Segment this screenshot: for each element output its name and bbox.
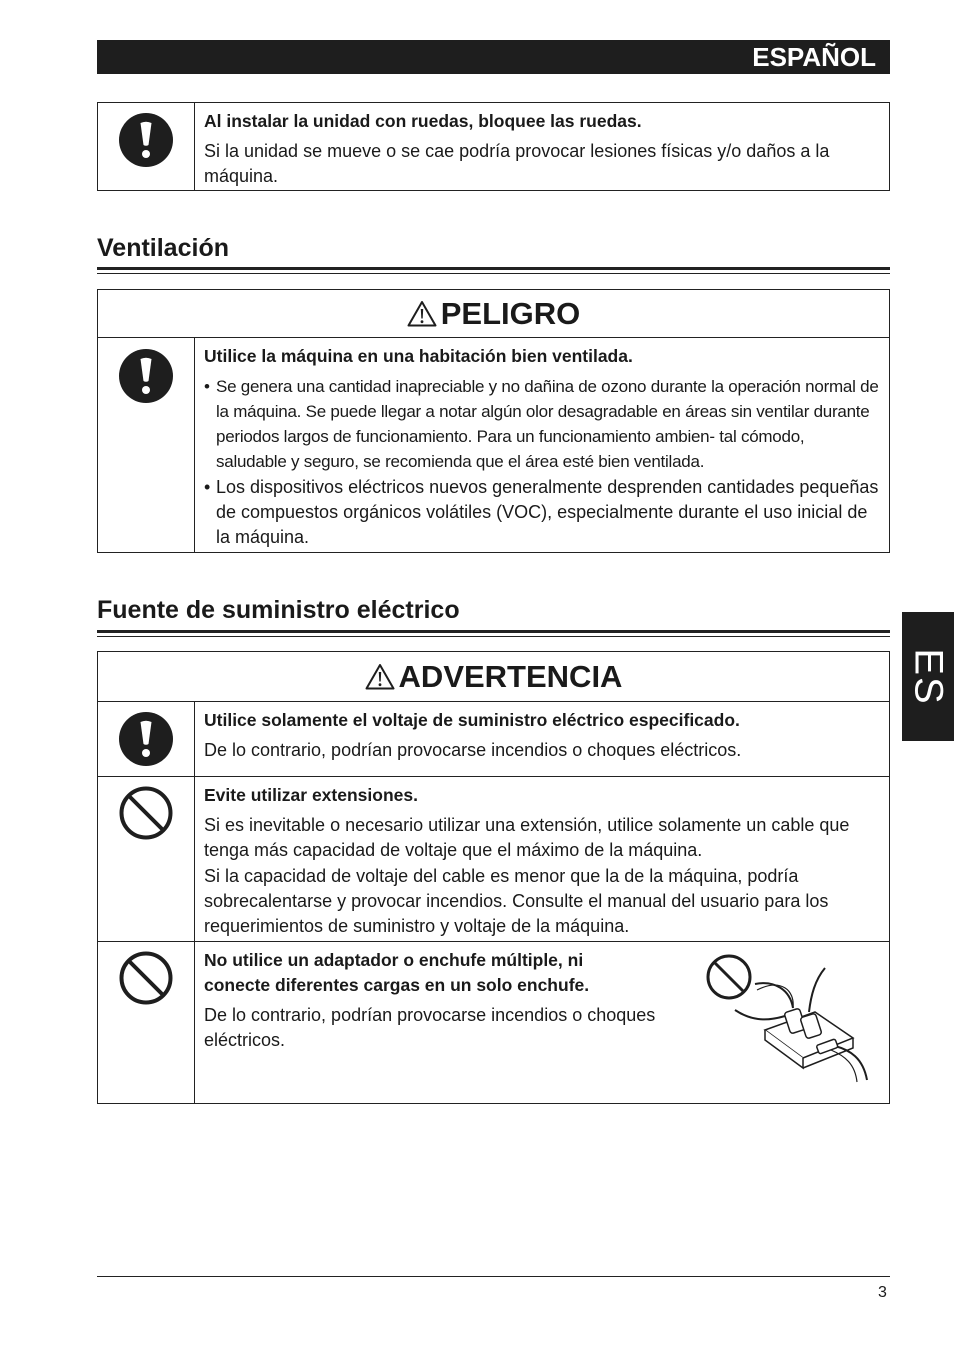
icon-cell [98,777,195,941]
warning-body: De lo contrario, podrían provocarse incendios o choques [204,1005,656,1025]
warning-heading: No utilice un adaptador o enchufe múltiple, ni [204,950,584,970]
warning-body: De lo contrario, podrían provocarse incendios o choques eléctricos. [204,740,742,760]
prohibition-icon [118,785,174,841]
icon-cell [98,942,195,1104]
icon-cell [98,702,195,776]
section-rule [97,630,890,633]
warning-title [98,652,889,702]
warning-row [98,338,889,553]
exclamation-mark-icon [119,113,173,167]
prohibition-icon [118,950,174,1006]
warning-body: eléctricos. [204,1030,286,1050]
warning-body: Si es inevitable o necesario utilizar una extensión, utilice solamente un cable que tenga más capacidad de voltaje que el máximo de la máquina. [204,815,850,860]
language-side-tab [902,612,954,741]
page-number: 3 [878,1284,887,1301]
danger-box [97,289,890,553]
exclamation-mark-icon [119,349,173,403]
text-cell [195,942,889,1104]
warning-triangle-icon [365,663,395,690]
text-cell [195,103,889,190]
exclamation-mark-icon [119,712,173,766]
danger-title [98,290,889,338]
warning-box [97,651,890,1104]
section-title-power: Fuente de suministro eléctrico [97,596,460,624]
warning-heading: Evite utilizar extensiones. [204,785,418,805]
text-cell [195,338,889,553]
warning-title-text: ADVERTENCIA [398,659,623,694]
warning-row [98,702,889,776]
warning-heading: conecte diferentes cargas en un solo enchufe. [204,975,590,995]
warning-heading: Utilice la máquina en una habitación bien ventilada. [204,346,633,366]
icon-cell [98,103,195,190]
footer-rule [97,1276,890,1277]
text-cell [195,702,889,776]
bullet-item: • Los dispositivos eléctricos nuevos generalmente desprenden cantidades pequeñas de compuestos orgánicos volátiles (VOC), especialmente durante el uso inicial de la máquina. [204,475,879,550]
bullet-item: • Se genera una cantidad inapreciable y no dañina de ozono durante la operación normal de la máquina. Se puede llegar a notar algún olor desagradable en áreas sin ventilar durante periodos largos de funcionamiento. Para un funcionamiento ambien- tal cómodo, saludable y seguro, se recomienda que el área esté bien ventilada. [204,374,879,474]
warning-heading: Al instalar la unidad con ruedas, bloquee las ruedas. [204,111,642,131]
side-tab-label: ES [906,647,951,706]
warning-row [98,103,889,190]
caution-box-wheels [97,102,890,191]
section-rule [97,273,890,274]
language-label: ESPAÑOL [752,42,876,72]
text-cell [195,777,889,941]
power-strip-prohibited-illustration [695,950,875,1090]
prohibition-row [98,776,889,941]
warning-heading: Utilice solamente el voltaje de suministro eléctrico especificado. [204,710,740,730]
prohibition-row [98,941,889,1104]
icon-cell [98,338,195,553]
language-header [97,40,890,74]
section-rule [97,636,890,637]
warning-body: Si la capacidad de voltaje del cable es menor que la de la máquina, podría sobrecalentarse y provocar incendios. Consulte el manual del usuario para los requerimientos de suministro y voltaje de la máquina. [204,866,829,936]
danger-title-text: PELIGRO [440,296,581,331]
section-title-ventilation: Ventilación [97,234,229,262]
warning-body: Si la unidad se mueve o se cae podría provocar lesiones físicas y/o daños a la máquina. [204,141,830,186]
section-rule [97,267,890,270]
warning-triangle-icon [407,300,437,327]
